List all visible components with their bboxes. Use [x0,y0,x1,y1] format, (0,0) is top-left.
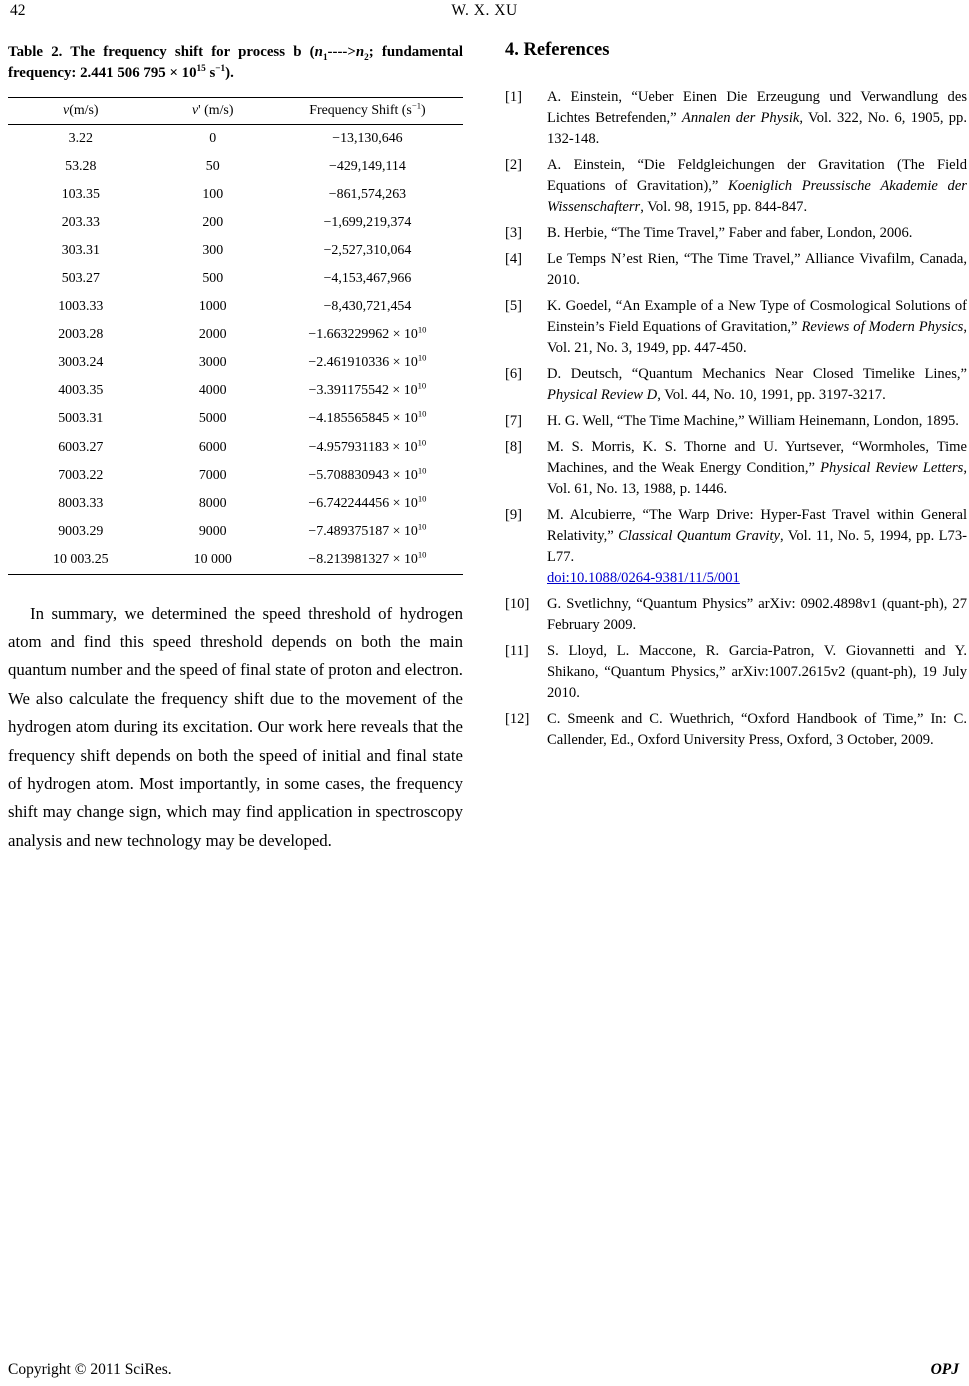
running-head-author: W. X. XU [451,2,518,19]
table-row [8,237,463,265]
reference-number: [6] [505,366,523,382]
table-cell: 500 [202,271,224,287]
table-row [8,125,463,153]
reference-number: [9] [505,507,523,523]
page-footer [8,1361,961,1383]
reference-number: [4] [505,251,523,267]
reference-text: A. Einstein, “Ueber Einen Die Erzeugung und Verwandlung des Lichtes Betrefenden,” Annalen der Physik, Vol. 322, No. 6, 1905, pp. 132-148. [547,89,968,147]
reference-text: M. Alcubierre, “The Warp Drive: Hyper-Fast Travel within General Relativity,” Classical Quantum Gravity, Vol. 11, No. 5, 1994, pp. L73-L77. doi:10.1088/0264-9381/11/5/001 [547,507,967,589]
table-row [8,181,463,209]
reference-number: [1] [505,89,523,105]
reference-item [505,155,967,218]
table-cell: 1000 [198,299,227,315]
table-row [8,377,463,405]
table-row [8,321,463,349]
table-cell: 3.22 [68,130,93,146]
table-cell: 5003.31 [58,411,104,427]
reference-item [505,87,967,150]
summary-paragraph: In summary, we determined the speed threshold of hydrogen atom and find this speed threshold depends on both the main quantum number and the speed of final state of proton and electron. We also calculate the frequency shift due to the movement of the hydrogen atom during its excitation. Our work here reveals that the frequency shift depends on both the speed of initial and final state of hydrogen atom. Most importantly, in some cases, the frequency shift may change sign, which may find application in spectroscopy analysis and new technology may be developed. [8,603,463,850]
column-header: v' (m/s) [154,98,272,125]
table-cell-frequency-shift: $-2.461910336 \times 10^{10}$ [308,352,427,371]
table-cell: 100 [202,186,224,202]
footer-copyright: Copyright © 2011 SciRes. [8,1361,172,1378]
table-cell: 3000 [198,355,227,371]
table-row [8,153,463,181]
table-cell-frequency-shift: −429,149,114 [329,158,406,174]
table-header [8,98,463,125]
table-cell-frequency-shift: −4,153,467,966 [323,271,412,287]
table-row [8,209,463,237]
table-cell: 4003.35 [58,383,104,399]
table-cell: 300 [202,242,224,258]
reference-text: S. Lloyd, L. Maccone, R. Garcia-Patron, V. Giovannetti and Y. Shikano, “Quantum Physics,” arXiv:1007.2615v2 (quant-ph), 19 July 2010. [547,643,967,701]
table-caption: Table 2. The frequency shift for process b ($n_1---->n_2$; fundamental frequency: 2.441 506 $795 \times 10^{15}$ $s^{-1}$). [8,44,464,81]
table-cell: 503.27 [61,271,100,287]
table-row [8,462,463,490]
table-cell-frequency-shift: −1,699,219,374 [323,214,412,230]
table-cell: 203.33 [61,214,100,230]
table-cell: 3003.24 [58,355,104,371]
reference-item [505,364,967,406]
reference-number: [5] [505,298,523,314]
table-cell: 50 [205,158,220,174]
table-cell: 8003.33 [58,495,104,511]
frequency-shift-table [8,97,463,575]
table-cell: 9000 [198,523,227,539]
left-column [8,42,463,855]
reference-text: G. Svetlichny, “Quantum Physics” arXiv: 0902.4898v1 (quant-ph), 27 February 2009. [547,596,967,633]
reference-number: [12] [505,711,530,727]
table-row [8,265,463,293]
reference-item [505,505,967,589]
table-cell: 103.35 [61,186,100,202]
table-cell-frequency-shift: −2,527,310,064 [323,242,412,258]
table-cell: 2000 [198,327,227,343]
table-cell-frequency-shift: $-3.391175542 \times 10^{10}$ [308,380,427,399]
table-cell: 2003.28 [58,327,104,343]
reference-number: [10] [505,596,530,612]
table-cell-frequency-shift: $-7.489375187 \times 10^{10}$ [308,521,427,539]
table-row [8,405,463,433]
table-cell: 8000 [198,495,227,511]
reference-text: B. Herbie, “The Time Travel,” Faber and faber, London, 2006. [547,225,913,241]
reference-text: D. Deutsch, “Quantum Mechanics Near Closed Timelike Lines,” Physical Review D, Vol. 44, No. 10, 1991, pp. 3197-3217. [547,366,967,403]
running-header [8,2,961,24]
table-cell-frequency-shift: $-4.957931183 \times 10^{10}$ [308,436,427,455]
table-cell: 7003.22 [58,467,104,483]
table-cell: 5000 [198,411,227,427]
table-cell-frequency-shift: −861,574,263 [328,186,407,202]
table-cell-frequency-shift: $-6.742244456 \times 10^{10}$ [308,493,427,511]
table-row [8,293,463,321]
table-row [8,546,463,574]
page-number: 42 [10,2,26,19]
table-row [8,518,463,546]
table-cell: 1003.33 [58,299,104,315]
reference-number: [8] [505,439,523,455]
table-row [8,490,463,518]
reference-number: [3] [505,225,523,241]
reference-item [505,249,967,291]
reference-number: [11] [505,643,529,659]
table-cell-frequency-shift: $-8.213981327 \times 10^{10}$ [272,546,463,574]
table-cell: 303.31 [61,242,100,258]
reference-item [505,411,967,432]
doi-link[interactable]: doi:10.1088/0264-9381/11/5/001 [547,570,740,586]
reference-text: A. Einstein, “Die Feldgleichungen der Gravitation (The Field Equations of Gravitation),” Koeniglich Preussische Akademie der Wissenschafterr, Vol. 98, 1915, pp. 844-847. [547,157,967,215]
reference-text: M. S. Morris, K. S. Thorne and U. Yurtsever, “Wormholes, Time Machines, and the Weak Energy Condition,” Physical Review Letters, Vol. 61, No. 13, 1988, p. 1446. [547,439,967,497]
table-cell: 6000 [198,439,227,455]
table-cell: 200 [202,214,224,230]
reference-text: C. Smeenk and C. Wuethrich, “Oxford Handbook of Time,” In: C. Callender, Ed., Oxford University Press, Oxford, 3 October, 2009. [547,711,967,748]
table-row [8,349,463,377]
reference-item [505,641,967,704]
table-cell-frequency-shift: $-4.185565845 \times 10^{10}$ [308,408,427,427]
reference-number: [2] [505,157,523,173]
table-cell: 7000 [198,467,227,483]
table-cell: 10 003.25 [8,546,154,574]
table-row [8,434,463,462]
reference-number: [7] [505,413,523,429]
reference-item [505,709,967,751]
table-cell: 0 [209,130,217,146]
table-cell-frequency-shift: −13,130,646 [332,130,403,146]
table-cell: 10 000 [154,546,272,574]
references-heading: 4. References [505,40,610,60]
table-cell-frequency-shift: $-1.663229962 \times 10^{10}$ [308,324,427,343]
footer-journal-abbrev: OPJ [930,1361,959,1378]
table-cell: 53.28 [65,158,97,174]
table-cell-frequency-shift: $-5.708830943 \times 10^{10}$ [308,465,427,483]
reference-item [505,437,967,500]
table-cell: 4000 [198,383,227,399]
table-cell: 6003.27 [58,439,104,455]
reference-text: Le Temps N’est Rien, “The Time Travel,” Alliance Vivafilm, Canada, 2010. [547,251,967,288]
reference-item [505,223,967,244]
table-cell: 9003.29 [58,523,104,539]
table-cell-frequency-shift: −8,430,721,454 [323,299,412,315]
reference-item [505,594,967,636]
column-header: Frequency Shift $(s^{-1})$ [272,98,463,125]
right-column [505,40,967,756]
references-list [505,87,967,751]
reference-text: H. G. Well, “The Time Machine,” William Heinemann, London, 1895. [547,413,959,429]
column-header: v(m/s) [8,98,154,125]
reference-item [505,296,967,359]
reference-text: K. Goedel, “An Example of a New Type of Cosmological Solutions of Einstein’s Field Equations of Gravitation,” Reviews of Modern Physics, Vol. 21, No. 3, 1949, pp. 447-450. [547,298,967,356]
